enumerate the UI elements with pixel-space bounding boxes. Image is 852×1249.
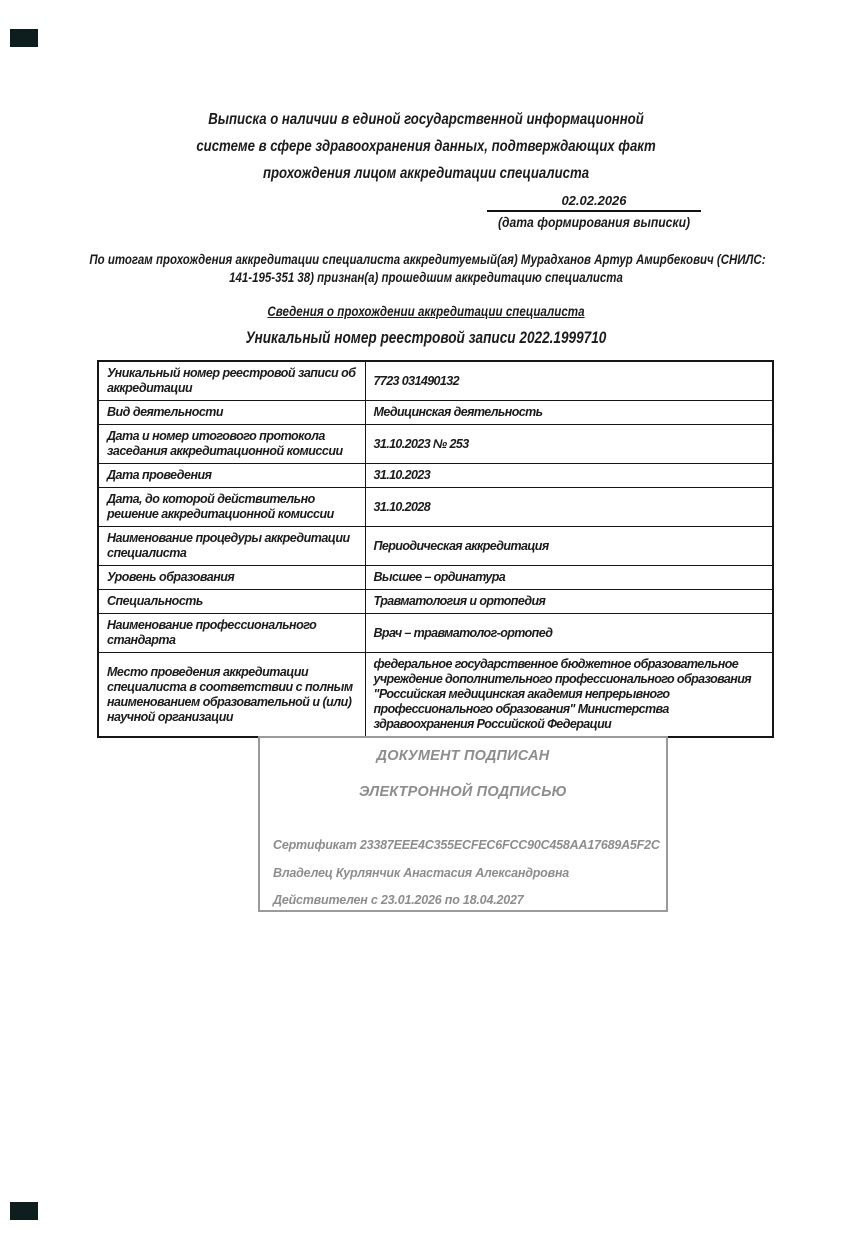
table-row [98, 361, 773, 401]
title-line: прохождения лицом аккредитации специалиста [262, 165, 590, 182]
row-value: 31.10.2028 [365, 488, 773, 527]
extract-date-caption: (дата формирования выписки) [497, 215, 691, 230]
row-label: Уникальный номер реестровой записи об аккредитации [98, 361, 365, 401]
accreditation-table-body [98, 361, 773, 737]
row-value: Медицинская деятельность [365, 401, 773, 425]
scan-artifact-bottom-left [10, 1202, 38, 1220]
table-row [98, 401, 773, 425]
table-row [98, 590, 773, 614]
row-label: Специальность [98, 590, 365, 614]
title-line: Выписка о наличии в единой государственной информационной [208, 111, 644, 128]
section-heading-text: Сведения о прохождении аккредитации специалиста [267, 304, 585, 319]
row-label: Наименование процедуры аккредитации специалиста [98, 527, 365, 566]
document-title [0, 106, 852, 187]
accreditation-table [97, 360, 774, 738]
row-value: Высшее – ординатура [365, 566, 773, 590]
table-row [98, 566, 773, 590]
table-row [98, 425, 773, 464]
row-value: Травматология и ортопедия [365, 590, 773, 614]
row-value: 7723 031490132 [365, 361, 773, 401]
electronic-signature-stamp [258, 736, 668, 912]
row-value: 31.10.2023 № 253 [365, 425, 773, 464]
section-heading [60, 304, 793, 319]
title-line: системе в сфере здравоохранения данных, подтверждающих факт [196, 138, 656, 155]
row-label: Уровень образования [98, 566, 365, 590]
signature-status-line: ДОКУМЕНТ ПОДПИСАН [376, 748, 550, 764]
extract-date: 02.02.2026 [487, 193, 701, 212]
table-row [98, 614, 773, 653]
signature-validity: Действителен с 23.01.2026 по 18.04.2027 [273, 893, 524, 907]
row-value: Периодическая аккредитация [365, 527, 773, 566]
signature-owner: Владелец Курлянчик Анастасия Александровна [273, 866, 570, 880]
table-row [98, 653, 773, 738]
row-label: Наименование профессионального стандарта [98, 614, 365, 653]
intro-line: По итогам прохождения аккредитации специалиста аккредитуемый(ая) Мурадханов Артур Амирбекович (СНИЛС: [89, 252, 766, 267]
registry-number-line: Уникальный номер реестровой записи 2022.1999710 [245, 328, 607, 347]
table-row [98, 464, 773, 488]
row-label: Вид деятельности [98, 401, 365, 425]
intro-paragraph [30, 251, 822, 286]
scan-artifact-top-left [10, 29, 38, 47]
row-value: 31.10.2023 [365, 464, 773, 488]
intro-line: 141-195-351 38) признан(а) прошедшим аккредитацию специалиста [229, 269, 623, 285]
signature-status-line: ЭЛЕКТРОННОЙ ПОДПИСЬЮ [359, 784, 567, 800]
row-label: Дата и номер итогового протокола заседания аккредитационной комиссии [98, 425, 365, 464]
row-value: федеральное государственное бюджетное образовательное учреждение дополнительного профессионального образования "Российская медицинская академия непрерывного профессионального образования" Министерства здравоохранения Российской Федерации [365, 653, 773, 738]
signature-certificate: Сертификат 23387EEE4C355ECFEC6FCC90C458AA17689A5F2C [273, 838, 660, 852]
row-value: Врач – травматолог-ортопед [365, 614, 773, 653]
table-row [98, 527, 773, 566]
row-label: Дата проведения [98, 464, 365, 488]
row-label: Место проведения аккредитации специалиста в соответствии с полным наименованием образовательной и (или) научной организации [98, 653, 365, 738]
row-label: Дата, до которой действительно решение аккредитационной комиссии [98, 488, 365, 527]
table-row [98, 488, 773, 527]
